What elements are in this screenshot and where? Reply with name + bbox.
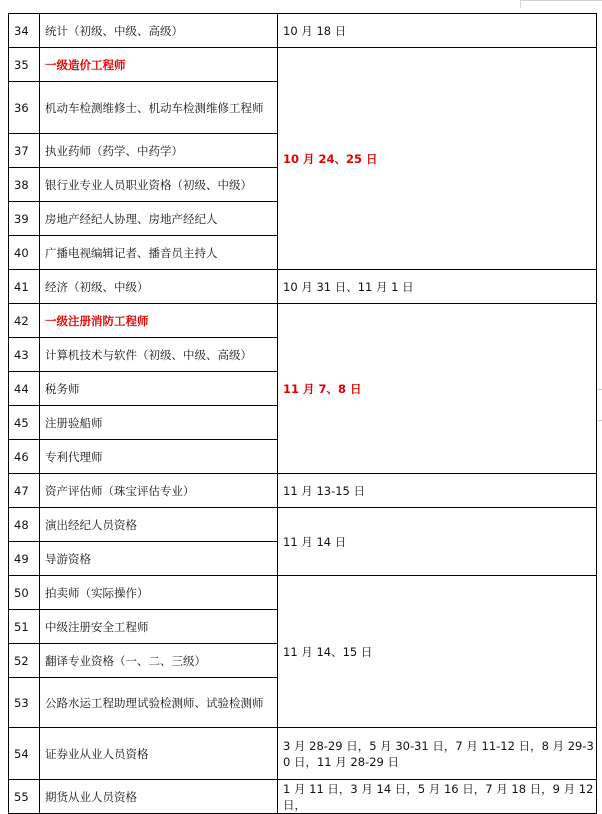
table-row xyxy=(9,576,597,610)
exam-subject: 执业药师（药学、中药学） xyxy=(40,134,278,168)
exam-date: 10 月 18 日 xyxy=(278,14,597,48)
exam-date-merged: 10 月 24、25 日 xyxy=(278,48,597,270)
row-number: 48 xyxy=(9,508,40,542)
exam-date: 1 月 11 日，3 月 14 日，5 月 16 日，7 月 18 日，9 月 12 日， xyxy=(278,780,597,814)
exam-date: 10 月 31 日、11 月 1 日 xyxy=(278,270,597,304)
row-number: 41 xyxy=(9,270,40,304)
row-number: 39 xyxy=(9,202,40,236)
exam-subject: 注册验船师 xyxy=(40,406,278,440)
table-row xyxy=(9,780,597,814)
exam-subject: 税务师 xyxy=(40,372,278,406)
exam-subject: 专利代理师 xyxy=(40,440,278,474)
exam-subject: 经济（初级、中级） xyxy=(40,270,278,304)
row-number: 46 xyxy=(9,440,40,474)
table-row xyxy=(9,304,597,338)
exam-subject: 中级注册安全工程师 xyxy=(40,610,278,644)
exam-subject-highlighted: 一级造价工程师 xyxy=(40,48,278,82)
exam-date-merged: 11 月 7、8 日 xyxy=(278,304,597,474)
exam-subject-highlighted: 一级注册消防工程师 xyxy=(40,304,278,338)
exam-subject: 机动车检测维修士、机动车检测维修工程师 xyxy=(40,82,278,134)
exam-subject: 证券业从业人员资格 xyxy=(40,728,278,780)
exam-subject: 公路水运工程助理试验检测师、试验检测师 xyxy=(40,678,278,728)
margin-mark xyxy=(598,420,602,421)
exam-subject: 计算机技术与软件（初级、中级、高级） xyxy=(40,338,278,372)
exam-subject: 银行业专业人员职业资格（初级、中级） xyxy=(40,168,278,202)
table-row xyxy=(9,508,597,542)
table-row xyxy=(9,728,597,780)
exam-subject: 翻译专业资格（一、二、三级） xyxy=(40,644,278,678)
margin-mark xyxy=(598,389,602,390)
exam-schedule-table xyxy=(8,13,597,814)
table-row xyxy=(9,14,597,48)
table-row xyxy=(9,474,597,508)
row-number: 37 xyxy=(9,134,40,168)
row-number: 47 xyxy=(9,474,40,508)
row-number: 54 xyxy=(9,728,40,780)
table-row xyxy=(9,48,597,82)
row-number: 43 xyxy=(9,338,40,372)
row-number: 38 xyxy=(9,168,40,202)
exam-subject: 演出经纪人员资格 xyxy=(40,508,278,542)
row-number: 36 xyxy=(9,82,40,134)
row-number: 49 xyxy=(9,542,40,576)
exam-subject: 期货从业人员资格 xyxy=(40,780,278,814)
exam-date-merged: 11 月 14 日 xyxy=(278,508,597,576)
exam-subject: 拍卖师（实际操作） xyxy=(40,576,278,610)
row-number: 35 xyxy=(9,48,40,82)
table-row xyxy=(9,270,597,304)
row-number: 45 xyxy=(9,406,40,440)
exam-date: 11 月 13-15 日 xyxy=(278,474,597,508)
row-number: 52 xyxy=(9,644,40,678)
exam-date: 3 月 28-29 日，5 月 30-31 日，7 月 11-12 日，8 月 29-30 日，11 月 28-29 日 xyxy=(278,728,597,780)
row-number: 34 xyxy=(9,14,40,48)
exam-date-merged: 11 月 14、15 日 xyxy=(278,576,597,728)
row-number: 53 xyxy=(9,678,40,728)
row-number: 55 xyxy=(9,780,40,814)
exam-subject: 广播电视编辑记者、播音员主持人 xyxy=(40,236,278,270)
exam-subject: 导游资格 xyxy=(40,542,278,576)
exam-subject: 资产评估师（珠宝评估专业） xyxy=(40,474,278,508)
exam-subject: 房地产经纪人协理、房地产经纪人 xyxy=(40,202,278,236)
row-number: 42 xyxy=(9,304,40,338)
exam-subject: 统计（初级、中级、高级） xyxy=(40,14,278,48)
row-number: 50 xyxy=(9,576,40,610)
row-number: 40 xyxy=(9,236,40,270)
page-corner-mark xyxy=(520,0,602,8)
row-number: 51 xyxy=(9,610,40,644)
row-number: 44 xyxy=(9,372,40,406)
